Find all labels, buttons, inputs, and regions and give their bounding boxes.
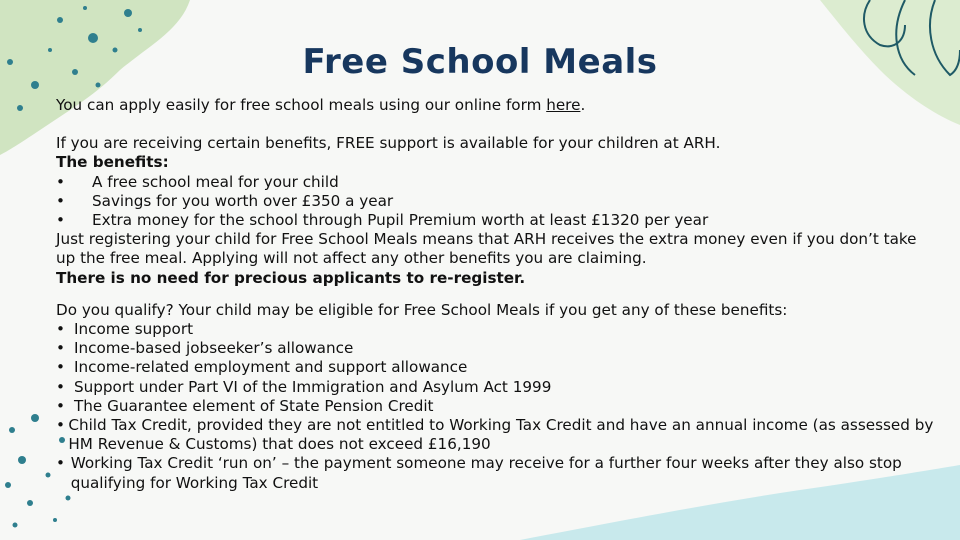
online-form-link[interactable]: here	[546, 96, 581, 114]
list-item: • Extra money for the school through Pupil Premium worth at least £1320 per year	[56, 211, 709, 230]
qualify-intro: Do you qualify? Your child may be eligible for Free School Meals if you get any of these benefits:	[56, 300, 788, 319]
content-body	[56, 96, 956, 493]
list-item: • Savings for you worth over £350 a year	[56, 191, 394, 210]
benefits-heading: The benefits:	[56, 153, 169, 172]
list-item: • Working Tax Credit ‘run on’ – the payment someone may receive for a further four weeks after they also stop qualifying for Working Tax Credit	[56, 454, 902, 492]
registering-note-line-2: up the free meal. Applying will not affect any other benefits you are claiming.	[56, 249, 647, 268]
bullet: •	[56, 320, 65, 339]
registering-note-line-1: Just registering your child for Free School Meals means that ARH receives the extra money even if you don’t take	[56, 230, 917, 249]
list-item: • Income-related employment and support allowance	[56, 358, 468, 377]
bullet: •	[56, 396, 65, 415]
list-item: • Child Tax Credit, provided they are not entitled to Working Tax Credit and have an annual income (as assessed by HM Revenue & Customs) that does not exceed £16,190	[56, 416, 934, 454]
benefits-intro: If you are receiving certain benefits, FREE support is available for your children at ARH.	[56, 134, 721, 153]
list-item: • Income-based jobseeker’s allowance	[56, 339, 354, 358]
reregister-note: There is no need for precious applicants to re-register.	[56, 268, 526, 287]
bullet: •	[56, 377, 65, 396]
benefits-list	[56, 173, 956, 231]
bullet: •	[56, 172, 65, 191]
bullet: •	[56, 454, 65, 473]
list-item: • Income support	[56, 320, 194, 339]
list-item: • The Guarantee element of State Pension Credit	[56, 396, 434, 415]
page-title: Free School Meals	[302, 42, 658, 82]
intro-text: You can apply easily for free school meals using our online form	[56, 96, 547, 114]
bullet: •	[56, 191, 65, 210]
qualifying-benefits-list	[56, 320, 956, 493]
bullet: •	[56, 211, 65, 230]
list-item: • Support under Part VI of the Immigration and Asylum Act 1999	[56, 377, 552, 396]
bullet: •	[56, 358, 65, 377]
bullet: •	[56, 339, 65, 358]
list-item: • A free school meal for your child	[56, 172, 339, 191]
intro-period: .	[580, 96, 586, 114]
intro-line	[56, 96, 956, 115]
bullet: •	[56, 416, 65, 435]
